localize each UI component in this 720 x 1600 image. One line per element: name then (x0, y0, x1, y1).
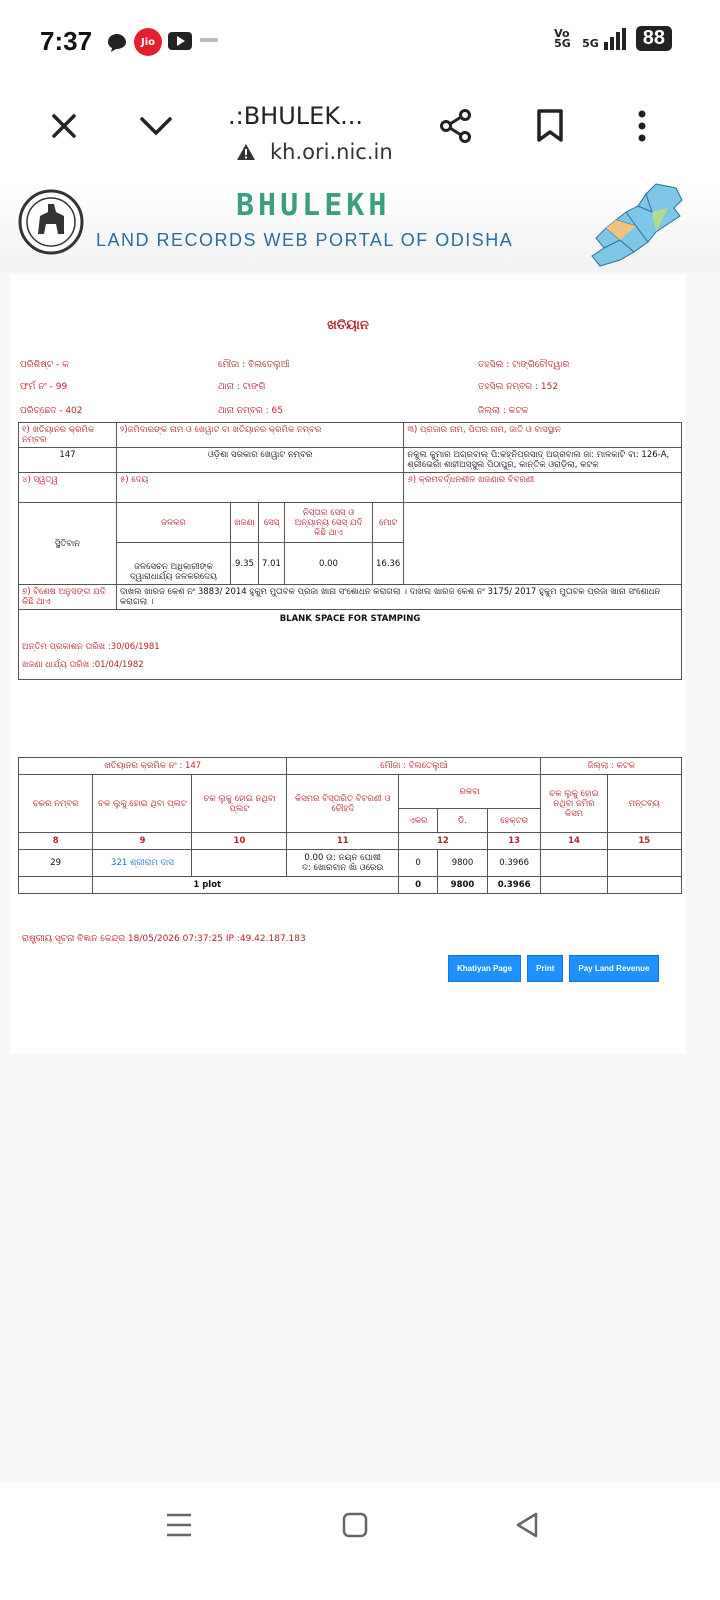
col-number: 9 (93, 833, 192, 850)
more-menu-button[interactable] (622, 106, 662, 146)
total-row (19, 877, 682, 894)
total-value: 16.36 (373, 543, 404, 585)
total-label: 1 plot (93, 877, 399, 894)
form-label: ଫର୍ମ ନଂ - 99 (20, 382, 68, 392)
status-right (554, 26, 672, 51)
plot-link[interactable]: 321 ଶ୍ରୀରାମ ଦାସ (93, 850, 192, 877)
warning-icon (236, 143, 256, 161)
khatiyan-title: ଖତିୟାନ (327, 318, 369, 333)
recents-button[interactable] (166, 1512, 192, 1542)
swatwa-value: ସ୍ଥିତିବାନ (19, 503, 117, 585)
total-acre: 0 (399, 877, 438, 894)
area-decimal: 9800 (438, 850, 488, 877)
swatwa-header: ୪) ସ୍ୱତ୍ୱ (19, 473, 117, 503)
col-number: 15 (607, 833, 681, 850)
remarks-header: ମନ୍ତବ୍ୟ (607, 775, 681, 833)
kisam-line-2: ଦ: ଖୋରବାନ ଖାଁ ଓରେଉ (302, 863, 384, 873)
area-acre: 0 (399, 850, 438, 877)
table-row (19, 850, 682, 877)
khajana-value: 9.35 (231, 543, 259, 585)
col-number: 12 (399, 833, 488, 850)
chak-plot-header: ଚକ ଲୁକୁ ହୋଇ ଥିବା ପ୍ଲଟ (93, 775, 192, 833)
govt-khewat: ଓଡ଼ିଶା ସରକାର ଖେୱାଟ ନମ୍ବର (117, 448, 404, 473)
tenant-header: ୩) ପ୍ରଜାର ନାମ, ପିତାର ନାମ, ଜାତି ଓ ବାସସ୍ଥାନ (404, 423, 682, 448)
rent-fixed-date: ଖଜଣା ଧାର୍ଯ୍ୟ ତାରିଖ :01/04/1982 (22, 660, 144, 670)
jalakar-label: ଜଳସେଚନ ଅଧିକାରୀଙ୍କ ଦ୍ୱାରାଧାର୍ଯ୍ୟ ଜଳକରଦେୟ (117, 543, 231, 585)
jio-icon: Jio (134, 28, 162, 56)
hectare-header: ହେକ୍ଟର (487, 809, 541, 833)
odisha-map-icon (586, 182, 686, 270)
khatiyan-page-button[interactable]: Khatiyan Page (448, 955, 521, 982)
plot-mouza: ମୌଜା : ବିଲତେଲୁଆଁ (287, 758, 541, 775)
cess-header: ସେସ୍ (259, 503, 285, 543)
site-header (0, 182, 720, 272)
plot-table (18, 757, 682, 894)
khatiyan-table (18, 422, 682, 680)
col-number: 13 (487, 833, 541, 850)
action-buttons (448, 955, 659, 982)
rent-history-value (404, 503, 682, 585)
area-header: ରକବା (399, 775, 541, 809)
page-title: .:BHULEK... (228, 102, 363, 130)
back-button[interactable] (514, 1512, 540, 1542)
print-button[interactable]: Print (527, 955, 563, 982)
nistar-cess-value: 0.00 (285, 543, 373, 585)
bookmark-button[interactable] (530, 106, 570, 146)
stamp-area (19, 610, 682, 680)
col-number: 14 (541, 833, 607, 850)
signal-icon (582, 28, 626, 50)
clock: 7:37 (40, 26, 93, 56)
non-chak-plot-header: ଚକ ଲୁକୁ ହୋଇ ନଥିବା ପ୍ଲଟ (192, 775, 287, 833)
portal-title: LAND RECORDS WEB PORTAL OF ODISHA (96, 230, 514, 250)
area-hectare: 0.3966 (487, 850, 541, 877)
status-bar (0, 0, 720, 80)
khatiyan-no-header: ୧) ଖତିୟାନର କ୍ରମିକ ନମ୍ବର (19, 423, 117, 448)
thana-number-label: ଥାନା ନମ୍ବର : 65 (218, 406, 283, 416)
col-number: 8 (19, 833, 93, 850)
khajana-header: ଖଜଣା (231, 503, 259, 543)
kisam-header: କିସମର ବିସ୍ତାରିତ ବିବରଣୀ ଓ ଚୌହଦି (287, 775, 399, 833)
total-spacer (19, 877, 93, 894)
tenant-details: ନକୁଲ କୁମାର ଅଗ୍ରବାଲ୍ ପି:କହ୍ନିପ୍ରସାଦ୍ ଅଗ୍ରବାଲ ଜା: ମାଳକାଟି ବା: 126-A, ଶ୍ରୀଭେରାଁ ଶାହୀଅସ୍ସୁଲ ପିଠାପୁର, କାନ୍ତିକ ଓରାଡ଼ିଲା, କଟକ (404, 448, 682, 473)
cess-value: 7.01 (259, 543, 285, 585)
final-publication-date: ଅନ୍ତିମ ପ୍ରକାଶନ ତାରିଖ :30/06/1981 (22, 642, 160, 652)
tahasil-label: ତହସିଲ : ଟାଙ୍ଗିଚୌଦ୍ୱାର (478, 360, 570, 370)
kisam-detail (287, 850, 399, 877)
dey-header: ୫) ଦେୟ (117, 473, 404, 503)
decimal-header: ଡି. (438, 809, 488, 833)
url-text: kh.ori.nic.in (270, 140, 393, 164)
parishista-label: ପରିଶିଷ୍ଟ - କ (20, 360, 69, 370)
url-bar[interactable] (236, 140, 393, 164)
landlord-header: ୨)ଜମିଦାରଙ୍କ ନାମ ଓ ଖେୱାଟ ବା ଖତିୟାନର କ୍ରମିକ ନମ୍ବର (117, 423, 404, 448)
share-button[interactable] (436, 106, 476, 146)
pay-land-revenue-button[interactable]: Pay Land Revenue (569, 955, 658, 982)
notification-icon (200, 38, 218, 42)
rent-history-header: ୬) କ୍ରମବର୍ଦ୍ଧନଶୀଳ ଖଜଣାର ବିବରଣୀ (404, 473, 682, 503)
battery-indicator: 88 (636, 26, 672, 51)
paricheda-label: ପରିଚ୍ଛେଦ - 402 (20, 406, 83, 416)
acre-header: ଏକର (399, 809, 438, 833)
col-number: 11 (287, 833, 399, 850)
jalakar-header: ଜଳକର (117, 503, 231, 543)
stamp-label: BLANK SPACE FOR STAMPING (279, 614, 421, 624)
zilla-label: ଜିଲ୍ଲା : କଟକ (478, 406, 529, 416)
total-empty (607, 877, 681, 894)
plot-khatiyan-no: ଖତିୟାନର କ୍ରମିକ ନଂ : 147 (19, 758, 287, 775)
system-nav-bar (0, 1490, 720, 1600)
khatiyan-number: 147 (19, 448, 117, 473)
browser-toolbar (0, 84, 720, 180)
special-remarks: ଦାଖଲ ଖାରଜ କେଶ ନଂ 3883/ 2014 ହୁକୁମ ମୁତାବକ ପ୍ରଜା ଖାନା ସଂଶୋଧନ କରାଗଲା । ଦାଖଲ ଖାରଜ କେଶ ନଂ 3175/ 2017 ହୁକୁମ ମୁତାବକ ପ୍ରଜା ଖାନା ସଂଶୋଧନ କରାଗଲା । (117, 585, 682, 610)
footer-timestamp: ରାଷ୍ଟ୍ରୀୟ ସୂଚନା ବିଜ୍ଞାନ କେନ୍ଦ୍ର 18/05/2026 07:37:25 IP :49.42.187.183 (22, 934, 306, 944)
plot-zilla: ଜିଲ୍ଲା : କଟକ (541, 758, 682, 775)
land-kisam (541, 850, 607, 877)
volte-label: Vo 5G (554, 26, 571, 50)
nistar-cess-header: ନିସ୍ତାର ସେସ୍ ଓ ଅନ୍ୟାନ୍ୟ ସେସ୍ ଯଦି କିଛି ଥାଏ (285, 503, 373, 543)
home-button[interactable] (342, 1512, 368, 1542)
total-header: ମୋଟ (373, 503, 404, 543)
brand-logo-text: BHULEKH (236, 188, 391, 223)
tahasil-number-label: ତହସିଲ ନମ୍ବର : 152 (478, 382, 559, 392)
total-empty (541, 877, 607, 894)
non-chak-plot (192, 850, 287, 877)
mouza-label: ମୌଜା : ବିଲତେଲୁଆଁ (218, 360, 290, 370)
thana-label: ଥାନା : ଟାଙ୍ଗି (218, 382, 266, 392)
special-header: ୭) ବିଶେଷ ଅନୁସଙ୍ଗ ଯଦି କିଛି ଥାଏ (19, 585, 117, 610)
total-decimal: 9800 (438, 877, 488, 894)
odisha-emblem-icon (18, 186, 84, 258)
total-hectare: 0.3966 (487, 877, 541, 894)
close-button[interactable] (44, 106, 84, 146)
network-label: 5G (582, 36, 599, 50)
chak-no-header: ଚକର ନମ୍ବର (19, 775, 93, 833)
youtube-icon (168, 32, 192, 54)
chak-number: 29 (19, 850, 93, 877)
chat-icon (106, 32, 128, 58)
land-kisam-header: ଚକ ଲୁକୁ ହୋଇ ନଥିବା ଜମିର କିସମ (541, 775, 607, 833)
kisam-line-1: 0.00 ଉ: ନୟନ ଘୋଷୀ (304, 853, 382, 863)
web-page (0, 182, 720, 1482)
chevron-down-button[interactable] (136, 106, 176, 146)
col-number: 10 (192, 833, 287, 850)
remarks (607, 850, 681, 877)
